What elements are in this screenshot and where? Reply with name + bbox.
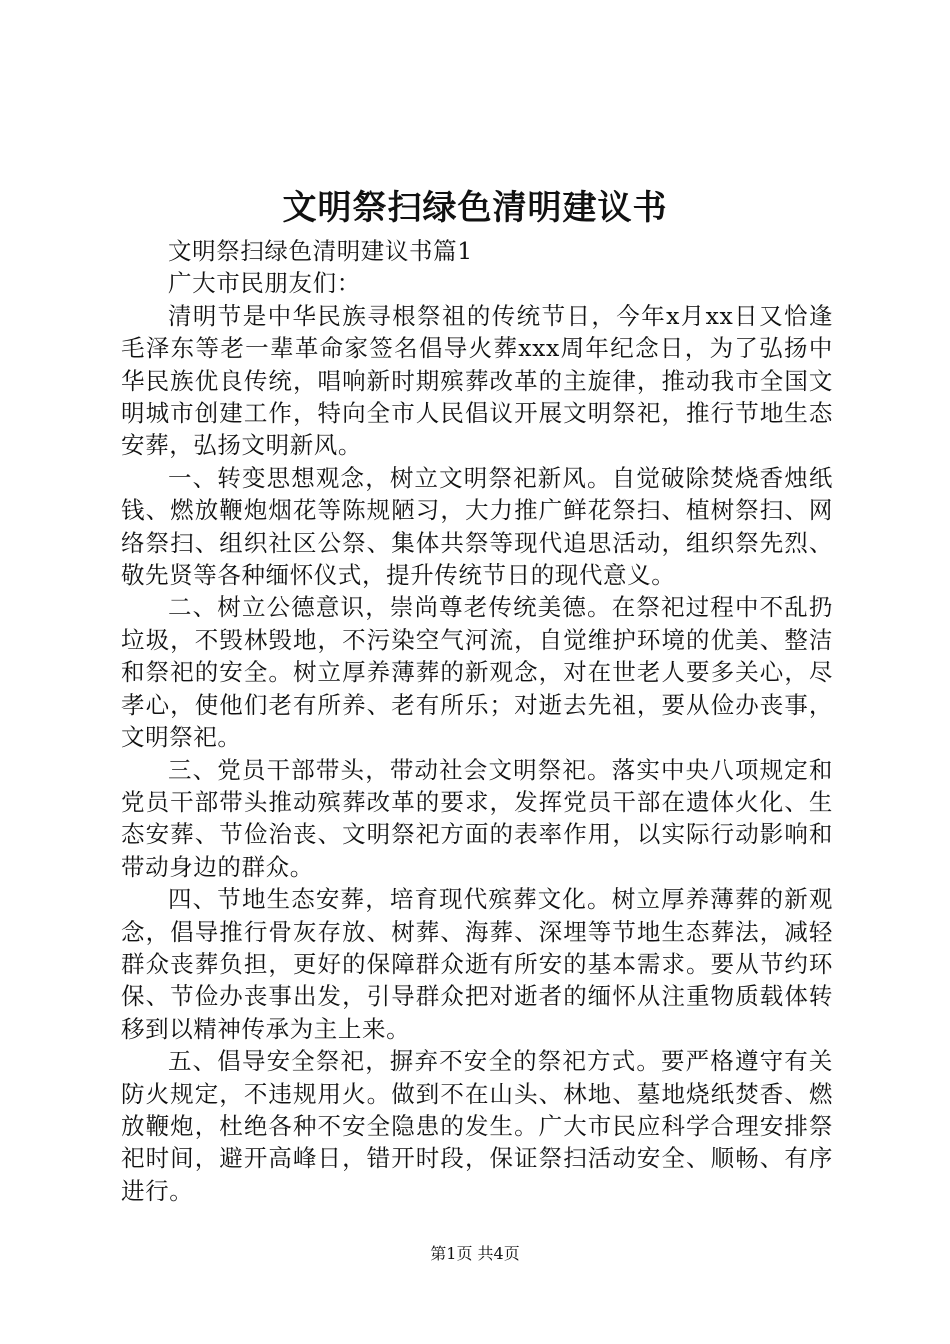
intro-paragraph: 清明节是中华民族寻根祭祖的传统节日，今年x月xx日又恰逢毛泽东等老一辈革命家签名倡导火葬xxx周年纪念日，为了弘扬中华民族优良传统，唱响新时期殡葬改革的主旋律，推动我市全国文明城市创建工作，特向全市人民倡议开展文明祭祀，推行节地生态安葬，弘扬文明新风。 xyxy=(121,301,833,460)
proposal-paragraph-2: 二、树立公德意识，崇尚尊老传统美德。在祭祀过程中不乱扔垃圾，不毁林毁地，不污染空气河流，自觉维护环境的优美、整洁和祭祀的安全。树立厚养薄葬的新观念，对在世老人要多关心，尽孝心，使他们老有所养、老有所乐；对逝去先祖，要从俭办丧事，文明祭祀。 xyxy=(121,593,833,752)
page-footer: 第1页 共4页 xyxy=(430,1244,520,1263)
document-title: 文明祭扫绿色清明建议书 xyxy=(282,188,668,228)
subtitle-line: 文明祭扫绿色清明建议书篇1 xyxy=(168,237,473,265)
proposal-paragraph-3: 三、党员干部带头，带动社会文明祭祀。落实中央八项规定和党员干部带头推动殡葬改革的要求，发挥党员干部在遗体火化、生态安葬、节俭治丧、文明祭祀方面的表率作用，以实际行动影响和带动身边的群众。 xyxy=(121,755,833,881)
salutation: 广大市民朋友们： xyxy=(168,269,361,298)
proposal-paragraph-1: 一、转变思想观念，树立文明祭祀新风。自觉破除焚烧香烛纸钱、燃放鞭炮烟花等陈规陋习，大力推广鲜花祭扫、植树祭扫、网络祭扫、组织社区公祭、集体共祭等现代追思活动，组织祭先烈、敬先贤等各种缅怀仪式，提升传统节日的现代意义。 xyxy=(121,463,833,590)
document-body xyxy=(121,235,833,1207)
proposal-paragraph-5: 五、倡导安全祭祀，摒弃不安全的祭祀方式。要严格遵守有关防火规定，不违规用火。做到不在山头、林地、墓地烧纸焚香、燃放鞭炮，杜绝各种不安全隐患的发生。广大市民应科学合理安排祭祀时间，避开高峰日，错开时段，保证祭扫活动安全、顺畅、有序进行。 xyxy=(121,1047,833,1205)
proposal-paragraph-4: 四、节地生态安葬，培育现代殡葬文化。树立厚养薄葬的新观念，倡导推行骨灰存放、树葬、海葬、深埋等节地生态葬法，减轻群众丧葬负担，更好的保障群众逝有所安的基本需求。要从节约环保、节俭办丧事出发，引导群众把对逝者的缅怀从注重物质载体转移到以精神传承为主上来。 xyxy=(121,885,833,1043)
